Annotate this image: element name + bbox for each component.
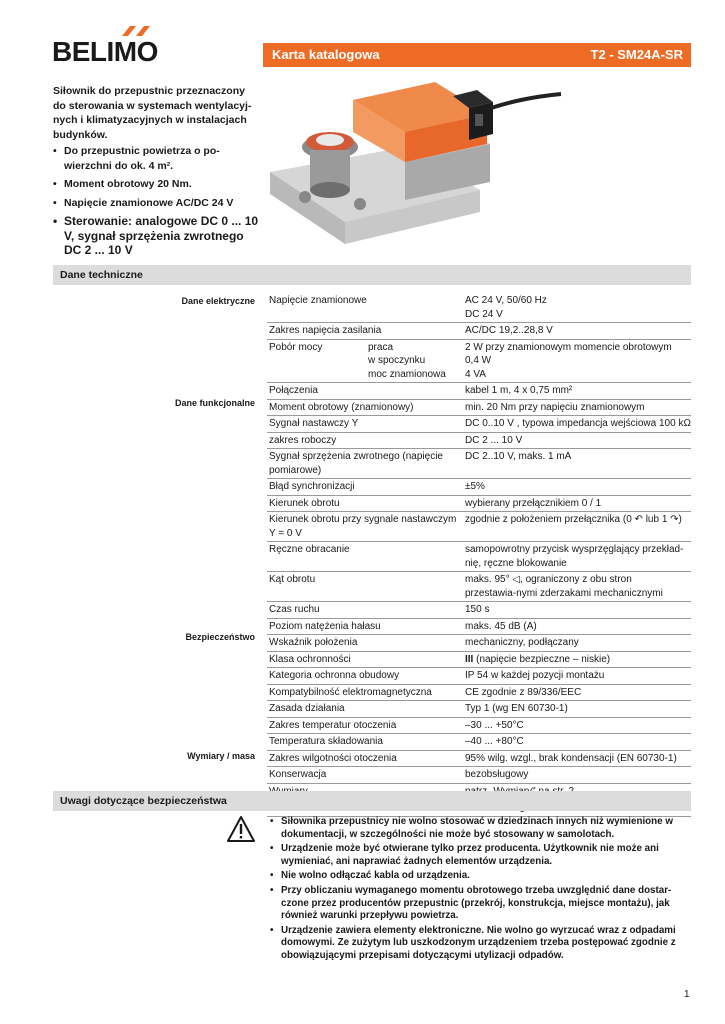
- spec-row: [267, 416, 691, 433]
- spec-value: DC 2..10 V, maks. 1 mA: [465, 451, 572, 462]
- spec-label: Napięcie znamionowe: [269, 295, 367, 306]
- spec-label: Moment obrotowy (znamionowy): [269, 401, 414, 413]
- spec-label: Pobór mocy: [269, 341, 323, 353]
- section-safety-notes: Uwagi dotyczące bezpieczeństwa: [53, 791, 691, 811]
- spec-value: (napięcie bezpieczne – niskie): [473, 653, 611, 665]
- spec-label: Zakres temperatur otoczenia: [269, 719, 397, 731]
- spec-value: maks. 95° ◁, ograniczony z obu stron przestawia-nymi zderzakami mechanicznymi: [465, 574, 663, 599]
- spec-label: Kategoria ochronna obudowy: [269, 670, 400, 681]
- spec-label: zakres roboczy: [269, 434, 337, 446]
- spec-value: mechaniczny, podłączany: [465, 637, 579, 648]
- spec-value: zgodnie z położeniem przełącznika (0 ↶ lub 1 ↷): [465, 514, 682, 525]
- warning-icon: [226, 815, 256, 843]
- safety-note-list: [270, 816, 690, 965]
- spec-label: Zasada działania: [269, 703, 345, 714]
- spec-row: [267, 542, 691, 572]
- spec-value: bezobsługowy: [465, 769, 529, 780]
- spec-value: ±5%: [465, 481, 485, 492]
- spec-value: AC 24 V, 50/60 Hz: [465, 295, 547, 306]
- spec-value-strong: III: [465, 653, 474, 665]
- safety-note: • Urządzenie może być otwierane tylko przez producenta. Użytkownik nie może ani wymieniać, ani naprawiać żadnych elementów urządzenia.: [270, 843, 690, 868]
- spec-label: Ręczne obracanie: [269, 544, 350, 555]
- spec-row: [267, 767, 691, 784]
- section-technical-data: Dane techniczne: [53, 265, 691, 285]
- actuator-product-image: [265, 72, 565, 252]
- spec-label: Połączenia: [269, 385, 318, 396]
- spec-value: 2 W przy znamionowym momencie obrotowym: [465, 341, 672, 353]
- spec-label: Sygnał sprzężenia zwrotnego (napięcie pomiarowe): [269, 451, 443, 476]
- category-safety: Bezpieczeństwo: [185, 632, 255, 642]
- spec-row: [267, 701, 691, 718]
- category-dimensions: Wymiary / masa: [187, 751, 255, 761]
- feature-list: [53, 144, 263, 262]
- spec-row: [267, 479, 691, 496]
- spec-label: Czas ruchu: [269, 604, 320, 615]
- safety-note: • Nie wolno odłączać kabla od urządzenia.: [270, 870, 690, 883]
- spec-label: Temperatura składowania: [269, 736, 383, 747]
- spec-value: samopowrotny przycisk wysprzęglający przekład-nię, ręczne blokowanie: [465, 544, 684, 569]
- spec-label: Kierunek obrotu: [269, 497, 340, 509]
- spec-row: [267, 668, 691, 685]
- spec-label: Klasa ochronności: [269, 653, 351, 665]
- spec-value: DC 2 ... 10 V: [465, 434, 523, 446]
- spec-value: CE zgodnie z 89/336/EEC: [465, 686, 582, 698]
- spec-row: [267, 383, 691, 400]
- document-type: Karta katalogowa: [272, 47, 380, 62]
- belimo-logo: [52, 26, 158, 68]
- spec-row: [267, 751, 691, 768]
- spec-value: Typ 1 (wg EN 60730-1): [465, 703, 568, 714]
- spec-label: Sygnał nastawczy Y: [269, 418, 359, 429]
- spec-sublabel: w spoczynku: [368, 355, 426, 366]
- feature-item: • Moment obrotowy 20 Nm.: [53, 177, 263, 192]
- safety-note: • Przy obliczaniu wymaganego momentu obrotowego trzeba uwzględnić dane dostar-czone przez producentów przepustnic (przekrój, konstrukcja, miejsce montażu), jak również warunki przepływu powietrza.: [270, 885, 690, 923]
- spec-row: [267, 433, 691, 450]
- spec-label: Zakres napięcia zasilania: [269, 325, 382, 336]
- spec-label: Wskaźnik położenia: [269, 637, 358, 648]
- spec-value: AC/DC 19,2..28,8 V: [465, 325, 553, 336]
- spec-value: min. 20 Nm przy napięciu znamionowym: [465, 401, 645, 413]
- spec-row: [267, 602, 691, 619]
- spec-row: [267, 652, 691, 669]
- spec-value: –40 ... +80°C: [465, 736, 524, 747]
- spec-label: Zakres wilgotności otoczenia: [269, 752, 397, 764]
- spec-value: kabel 1 m, 4 x 0,75 mm²: [465, 385, 573, 396]
- spec-value: maks. 45 dB (A): [465, 620, 537, 632]
- category-electrical: Dane elektryczne: [181, 296, 255, 306]
- spec-value: wybierany przełącznikiem 0 / 1: [465, 497, 602, 509]
- spec-row: [267, 293, 691, 323]
- logo-bars-icon: [118, 26, 154, 36]
- safety-note: • Urządzenie zawiera elementy elektroniczne. Nie wolno go wyrzucać wraz z odpadami domowymi. Ze zużytym lub uszkodzonym urządzeniem trzeba postępować zgodnie z obowiązującymi przepisami dotyczącymi utylizacji odpadów.: [270, 925, 690, 963]
- category-functional: Dane funkcjonalne: [174, 398, 255, 408]
- spec-value: –30 ... +50°C: [465, 719, 524, 731]
- spec-label: Kierunek obrotu przy sygnale nastawczym Y = 0 V: [269, 514, 457, 539]
- model-number: T2 - SM24A-SR: [590, 47, 683, 62]
- spec-row: [267, 685, 691, 702]
- logo-text: BELIMO: [52, 36, 158, 67]
- spec-row: [267, 323, 691, 340]
- spec-label: Poziom natężenia hałasu: [269, 620, 381, 632]
- header-bar: [263, 43, 691, 67]
- product-intro: Siłownik do przepustnic przeznaczony do sterowania w systemach wentylacyj-nych i klimatyzacyjnych w instalacjach budynków.: [53, 85, 252, 141]
- page-number: 1: [684, 989, 690, 1000]
- spec-label: Konserwacja: [269, 769, 327, 780]
- spec-row: [267, 734, 691, 751]
- spec-row: [267, 340, 691, 384]
- spec-row: [267, 572, 691, 602]
- feature-item: • Napięcie znamionowe AC/DC 24 V: [53, 196, 263, 211]
- spec-row: [267, 718, 691, 735]
- spec-value: 95% wilg. wzgl., brak kondensacji (EN 60730-1): [465, 752, 677, 764]
- spec-row: [267, 512, 691, 542]
- spec-value: 4 VA: [465, 368, 486, 380]
- spec-value: DC 24 V: [465, 308, 503, 320]
- spec-value: DC 0..10 V , typowa impedancja wejściowa 100 kΩ: [465, 418, 691, 429]
- spec-value: IP 54 w każdej pozycji montażu: [465, 670, 605, 681]
- spec-row: [267, 635, 691, 652]
- spec-sublabel: moc znamionowa: [368, 368, 446, 380]
- spec-value: 0,4 W: [465, 355, 492, 366]
- spec-row: [267, 619, 691, 636]
- safety-note: • Siłownika przepustnicy nie wolno stosować w dziedzinach innych niż wymienione w dokumentacji, w szczególności nie może być stosowany w samolotach.: [270, 816, 690, 841]
- spec-label: Kompatybilność elektromagnetyczna: [269, 686, 432, 698]
- feature-item: • Sterowanie: analogowe DC 0 ... 10 V, sygnał sprzężenia zwrotnego DC 2 ... 10 V: [53, 214, 263, 258]
- spec-label: Błąd synchronizacji: [269, 481, 355, 492]
- spec-row: [267, 496, 691, 513]
- spec-label: Kąt obrotu: [269, 574, 316, 585]
- spec-sublabel: praca: [368, 341, 394, 353]
- feature-item: • Do przepustnic powietrza o po-wierzchni do ok. 4 m².: [53, 144, 263, 173]
- spec-value: 150 s: [465, 604, 490, 615]
- spec-row: [267, 400, 691, 417]
- spec-table: [267, 293, 691, 817]
- spec-row: [267, 449, 691, 479]
